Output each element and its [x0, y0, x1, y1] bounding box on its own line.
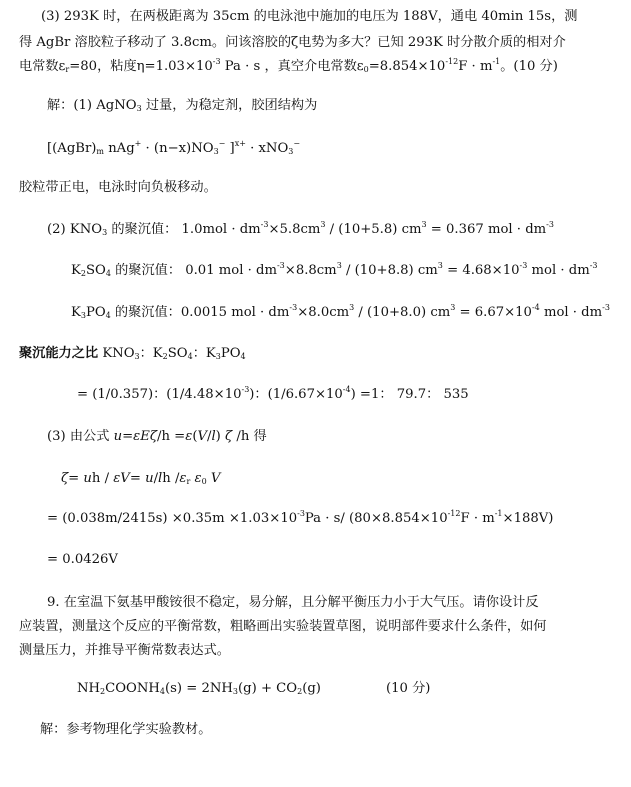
answer-1-line: 解：(1) AgNO$_3$ 过量，为稳定剂，胶团结构为: [47, 98, 318, 113]
result-line: = 0.0426V: [47, 552, 118, 567]
answer-9-line: 解：参考物理化学实验教材。: [40, 722, 212, 737]
problem-9-line-3: 测量压力，并推导平衡常数表达式。: [19, 643, 230, 658]
problem-3-line-1: (3) 293K 时，在两极距离为 35cm 的电泳池中施加的电压为 188V，通电 40min 15s，测: [41, 9, 578, 24]
problem-9-line-2: 应装置，测量这个反应的平衡常数，粗略画出实验装置草图，说明部件要求什么条件，如何: [19, 619, 547, 634]
score-label: (10 分): [386, 681, 431, 696]
calculation-line: = $(0.038m/2415s) \times 0.35m \times 1.03\times 10^{-3}Pa \cdot s/$ $(80\times 8.854\times 10^{-12}F \cdot m^{-1}\times 188V)$: [47, 509, 554, 526]
k2so4-coagulation-value: $K_2SO_4$ 的聚沉值： 0.01 mol · $dm^{-3}\times 8.8cm^3 / (10+8.8) cm^3 = 4.68\times 10^{-3}$ mol · $dm^{-3}$: [71, 261, 598, 278]
formula-line: (3) 由公式 u=εEζ/h =ε(V/l) ζ /h 得: [47, 429, 267, 444]
problem-3-line-2: 得 AgBr 溶胶粒子移动了 3.8cm。问该溶胶的ζ电势为多大？已知 293K 时分散介质的相对介: [19, 35, 566, 50]
micelle-formula: [$(AgBr)_m$ $nAg^+ \cdot (n-x)NO_3^-$ ]$^{x+}$ · xNO$_3$−: [47, 139, 301, 156]
problem-3-line-3: 电常数$\varepsilon_r=80$，粘度$\eta=1.03\times 10^{-3}$ Pa · s ，真空介电常数$\varepsilon_0=8.854\times 10^{-12}F \cdot m^{-1}$。(10 分): [19, 57, 558, 74]
coagulation-ratio-heading: 聚沉能力之比 $KNO_3$：$K_2SO_4$：$K_3PO_4$: [19, 346, 246, 361]
k3po4-coagulation-value: $K_3PO_4$ 的聚沉值：0.0015 mol · $dm^{-3}\times 8.0cm^3 / (10+8.0) cm^3 = 6.67\times 10^{-4}$ mol · $dm^{-3}$: [71, 303, 610, 320]
reaction-equation: $NH_2COONH_4(s) = 2NH_3(g) + CO_2(g)$: [77, 681, 321, 696]
problem-9-line-1: 9. 在室温下氨基甲酸铵很不稳定，易分解，且分解平衡压力小于大气压。请你设计反: [47, 595, 539, 610]
coagulation-ratio-values: = (1/0.357)：$(1/4.48\times 10^{-3})$：$(1/6.67\times 10^{-4}) =1$： 79.7： 535: [77, 385, 469, 402]
zeta-expression: ζ= uh / εV= u/lh $/\varepsilon_r$ $\varepsilon_0$ V: [61, 471, 221, 486]
charge-statement: 胶粒带正电，电泳时向负极移动。: [19, 180, 217, 195]
kno3-coagulation-value: (2) $KNO_3$ 的聚沉值： $1.0mol \cdot dm^{-3}\times 5.8cm^3 / (10+5.8) cm^3 = 0.367$ mol · $dm^{-3}$: [47, 220, 554, 237]
